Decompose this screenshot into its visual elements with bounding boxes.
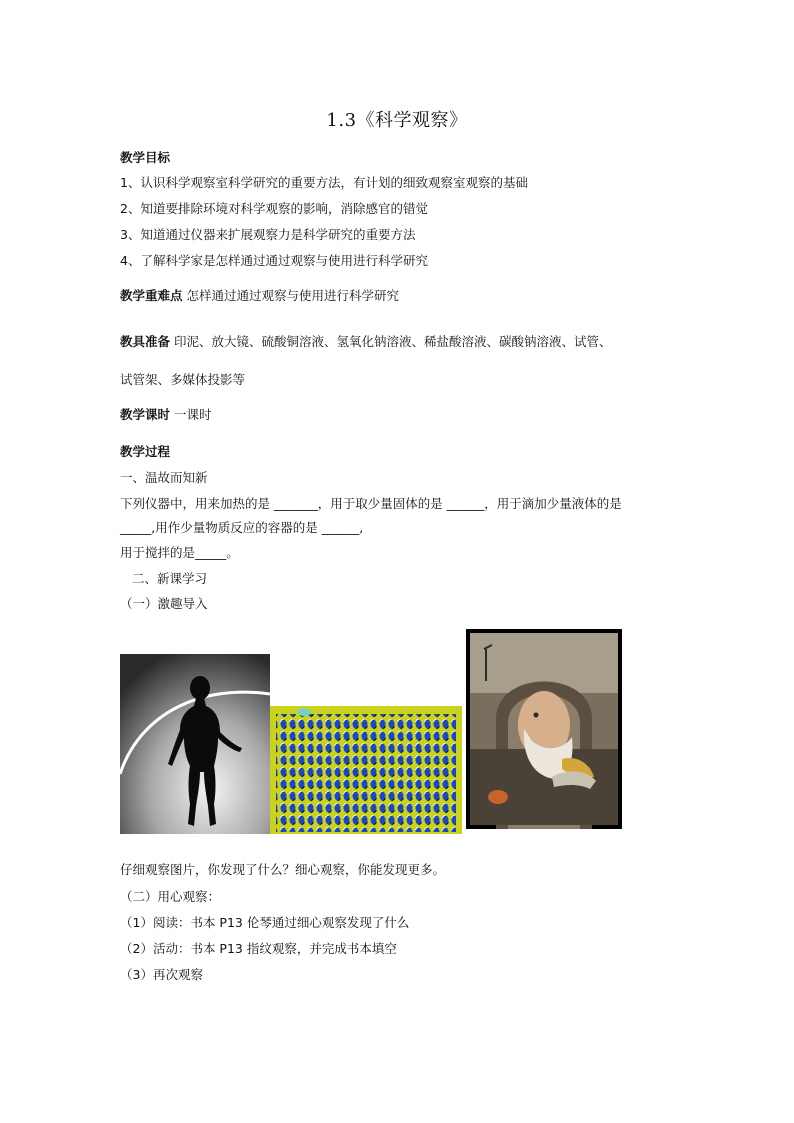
objective-item-1: 1、认识科学观察室科学研究的重要方法，有计划的细致观察室观察的基础	[120, 175, 528, 190]
activity-3: （3）再次观察	[120, 967, 203, 982]
key-points-text: 怎样通过通过观察与使用进行科学研究	[182, 288, 399, 303]
activity-2: （2）活动：书本 P13 指纹观察，并完成书本填空	[120, 941, 397, 956]
activity-1: （1）阅读：书本 P13 伦琴通过细心观察发现了什么	[120, 915, 410, 930]
objectives-heading: 教学目标	[120, 150, 171, 165]
question-line-3: 用于搅拌的是_____。	[120, 545, 239, 560]
silhouette-illustration	[120, 654, 270, 834]
materials-line-2: 试管架、多媒体投影等	[120, 372, 246, 387]
illusion-pattern-illustration	[270, 706, 462, 834]
section-review: 一、温故而知新	[120, 470, 208, 485]
illusion-pattern-image	[270, 706, 462, 834]
materials-label: 教具准备	[120, 334, 171, 349]
materials-line-1	[120, 334, 612, 350]
sub-careful-observe: （二）用心观察：	[120, 889, 221, 904]
hidden-face-painting-image	[466, 629, 622, 829]
objective-item-3: 3、知道通过仪器来扩展观察力是科学研究的重要方法	[120, 227, 416, 242]
question-line-2: _____,用作少量物质反应的容器的是 ______,	[120, 520, 364, 535]
hidden-face-painting-illustration	[466, 629, 622, 829]
process-heading: 教学过程	[120, 444, 171, 459]
key-points-label: 教学重难点	[120, 288, 183, 303]
silhouette-image	[120, 654, 270, 834]
key-points-line	[120, 288, 399, 304]
materials-text-1: 印泥、放大镜、硫酸铜溶液、氢氧化钠溶液、稀盐酸溶液、碳酸钠溶液、试管、	[170, 334, 612, 349]
objective-item-2: 2、知道要排除环境对科学观察的影响，消除感官的错觉	[120, 201, 428, 216]
sub-intro: （一）激趣导入	[120, 596, 208, 611]
question-line-1: 下列仪器中，用来加热的是 _______，用于取少量固体的是 ______，用于滴加少量液体的是	[120, 496, 622, 511]
class-hours-line	[120, 407, 212, 423]
objective-item-4: 4、了解科学家是怎样通过通过观察与使用进行科学研究	[120, 253, 428, 268]
section-new-lesson: 二、新课学习	[132, 571, 208, 586]
page-title: 1.3《科学观察》	[326, 110, 468, 131]
class-hours-label: 教学课时	[120, 407, 171, 422]
class-hours-text: 一课时	[170, 407, 212, 422]
observe-prompt: 仔细观察图片，你发现了什么？细心观察，你能发现更多。	[120, 862, 446, 877]
